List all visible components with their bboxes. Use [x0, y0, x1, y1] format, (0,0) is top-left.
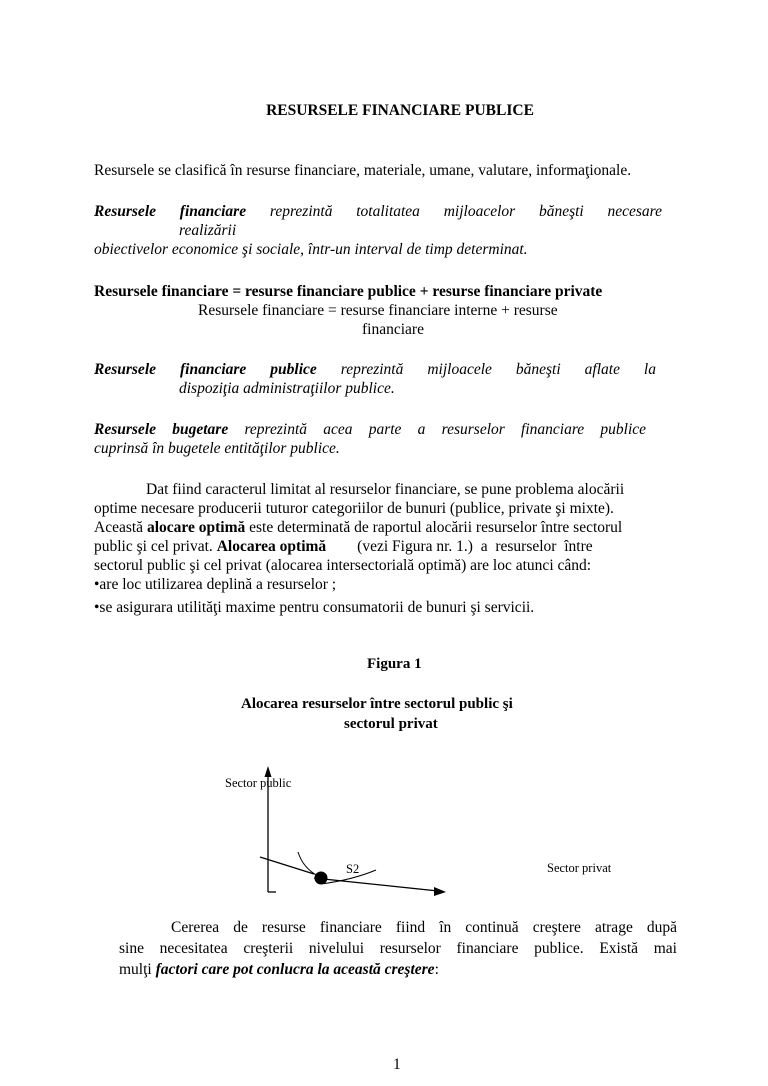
closing-line2: sine necesitatea creşterii nivelului resurselor financiare publice. Există mai	[119, 940, 677, 957]
definition-budget-line2: cuprinsă în bugetele entităţilor publice.	[94, 440, 340, 457]
allocation-line3: Această alocare optimă este determinată de raportul alocării resurselor între sectorul	[94, 519, 623, 536]
page-number: 1	[393, 1056, 401, 1073]
allocation-line5: sectorul public şi cel privat (alocarea intersectorială optimă) are loc atunci când:	[94, 557, 592, 574]
equation-public-private: Resursele financiare = resurse financiare publice + resurse financiare private	[94, 283, 603, 300]
bullet-item: •se asigurara utilităţi maxime pentru consumatorii de bunuri şi servicii.	[94, 599, 535, 616]
definition-term: Resursele financiare publice	[94, 361, 317, 378]
equation-internal-line1: Resursele financiare = resurse financiare interne + resurse	[198, 302, 558, 319]
y-axis-label: Sector public	[225, 776, 292, 790]
definition-term: Resursele financiare	[94, 203, 247, 220]
definition-financial-line3: obiectivelor economice şi sociale, într-un interval de timp determinat.	[94, 241, 528, 258]
x-axis-label: Sector privat	[547, 861, 612, 875]
definition-financial-line1: Resursele financiare reprezintă totalitatea mijloacelor băneşti necesare	[94, 203, 663, 220]
optimum-point	[315, 872, 328, 885]
x-axis	[314, 878, 438, 891]
figure-title-line1: Alocarea resurselor între sectorul public şi	[241, 696, 513, 712]
allocation-line2: optime necesare producerii tuturor categoriilor de bunuri (publice, private şi mixte).	[94, 500, 614, 517]
figure-label: Figura 1	[367, 656, 422, 672]
definition-public-line1: Resursele financiare publice reprezintă mijloacele băneşti aflate la	[94, 361, 656, 378]
allocation-line4: public şi cel privat. Alocarea optimă (vezi Figura nr. 1.) a resurselor între	[94, 538, 593, 555]
figure-title-line2: sectorul privat	[344, 716, 438, 732]
page-title: RESURSELE FINANCIARE PUBLICE	[266, 102, 534, 119]
closing-line1: Cererea de resurse financiare fiind în continuă creştere atrage după	[171, 919, 677, 936]
definition-budget-line1: Resursele bugetare reprezintă acea parte a resurselor financiare publice	[94, 421, 647, 438]
closing-line3: mulţi factori care pot conlucra la această creştere:	[119, 961, 439, 978]
definition-financial-line2: realizării	[179, 222, 237, 239]
allocation-line1: Dat fiind caracterul limitat al resurselor financiare, se pune problema alocării	[146, 481, 625, 498]
definition-public-line2: dispoziţia administraţiilor publice.	[179, 380, 395, 397]
classification-paragraph: Resursele se clasifică în resurse financiare, materiale, umane, valutare, informaţionale.	[94, 162, 632, 179]
point-label: S2	[346, 862, 360, 876]
definition-term: Resursele bugetare	[94, 421, 229, 438]
bullet-item: •are loc utilizarea deplină a resurselor ;	[94, 576, 337, 593]
x-axis-arrow	[434, 887, 446, 896]
equation-internal-line2: financiare	[362, 321, 424, 338]
factors-phrase: factori care pot conlucra la această creştere	[155, 961, 435, 978]
